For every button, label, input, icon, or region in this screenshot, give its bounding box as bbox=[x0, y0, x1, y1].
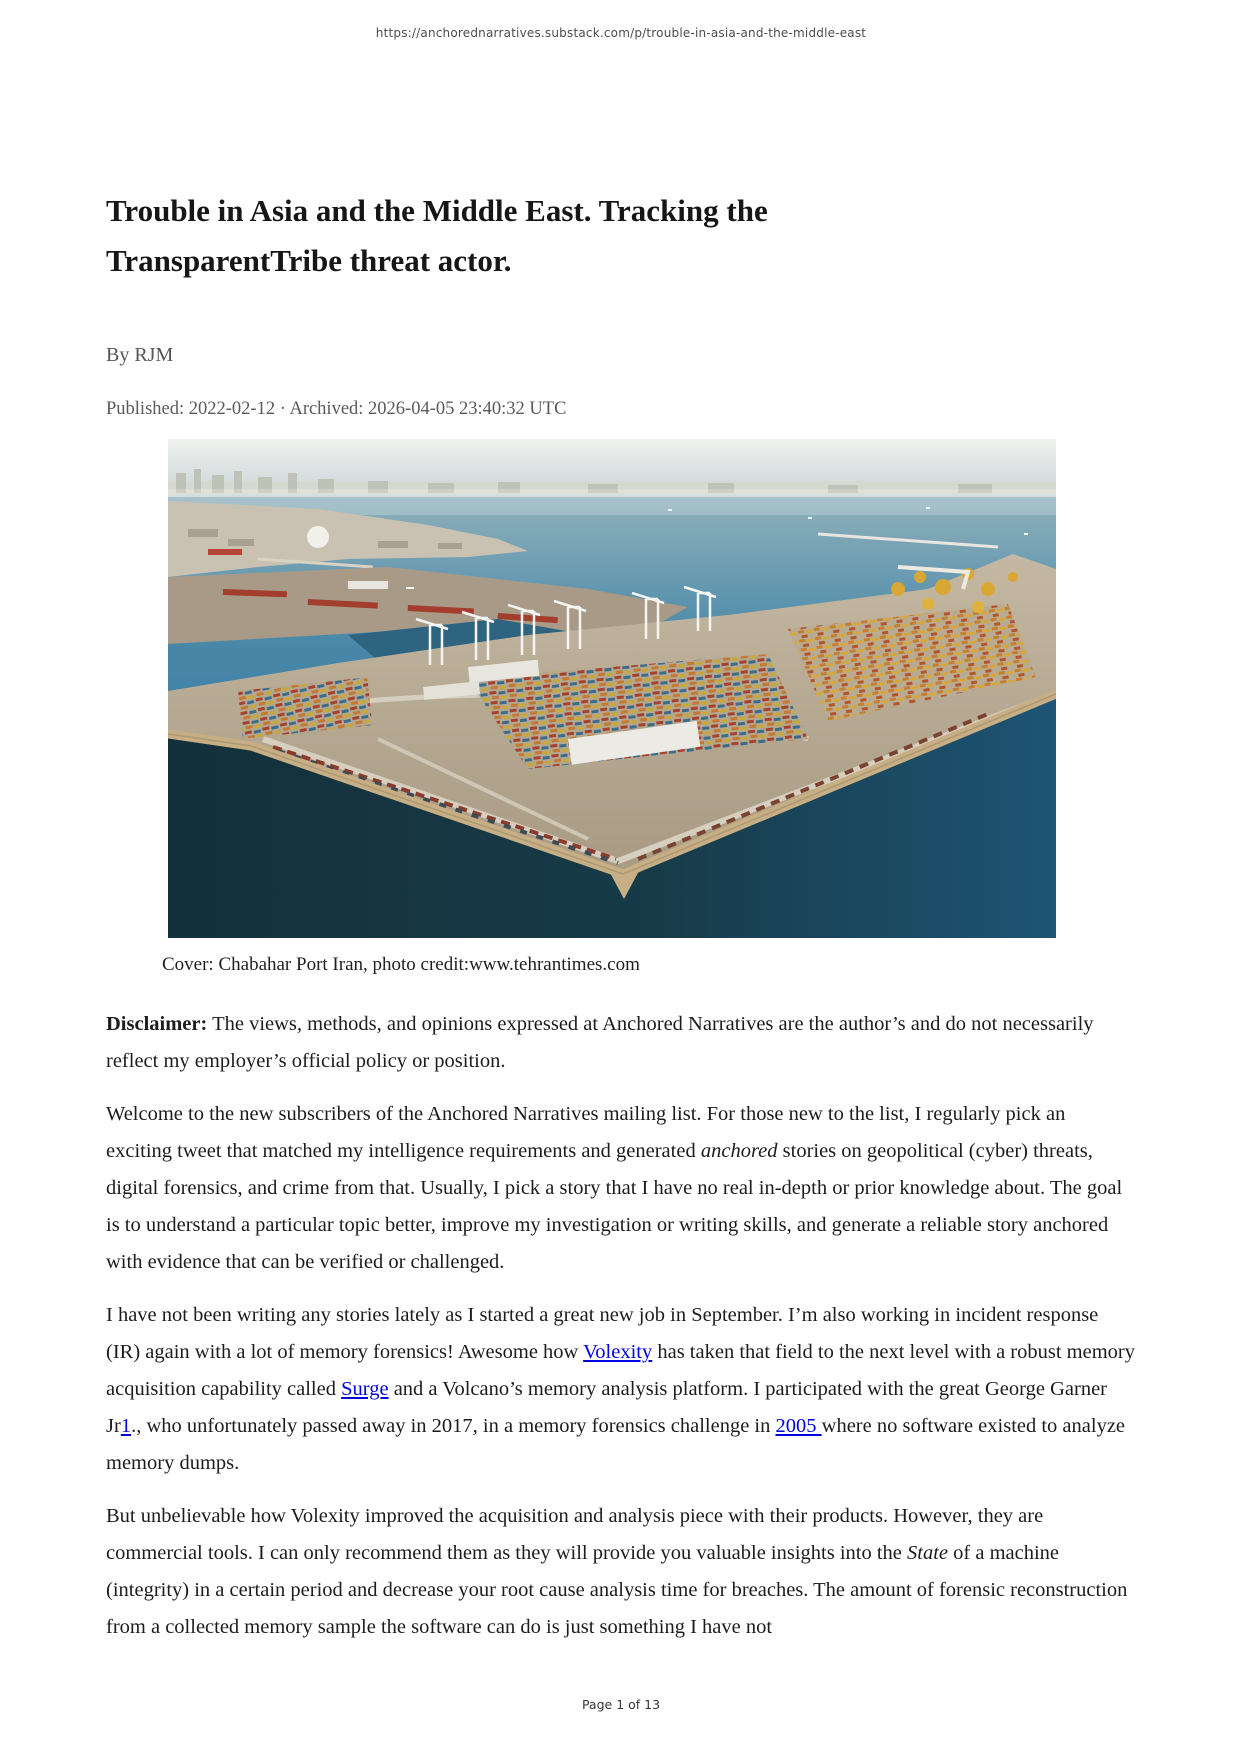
welcome-text-2: stories on geopolitical (cyber) threats, digital forensics, and crime from that. Usually, I pick a story that I have no real in-depth or prior knowledge about. The goal is to understand a particular topic better, improve my investigation or writing skills, and generate a reliable story anchored with evidence that can be verified or challenged. bbox=[106, 1140, 1123, 1273]
sky-and-skyline bbox=[168, 439, 1056, 515]
surge-link[interactable]: Surge bbox=[341, 1378, 389, 1400]
cover-figure bbox=[162, 439, 1056, 978]
page-title-line2: TransparentTribe threat actor. bbox=[106, 243, 512, 278]
paragraph-disclaimer bbox=[106, 1006, 1136, 1080]
challenge-2005-link[interactable]: 2005 bbox=[775, 1415, 822, 1437]
footnote-1-link[interactable]: 1 bbox=[120, 1415, 132, 1437]
published-line: Published: 2022-02-12 · Archived: 2026-04-05 23:40:32 UTC bbox=[106, 399, 567, 419]
state-italic: State bbox=[907, 1542, 949, 1564]
disclaimer-label: Disclaimer: bbox=[106, 1013, 208, 1035]
paragraph-welcome bbox=[106, 1096, 1136, 1281]
volexity-link[interactable]: Volexity bbox=[583, 1341, 653, 1363]
page-url: https://anchorednarratives.substack.com/p/trouble-in-asia-and-the-middle-east bbox=[375, 26, 867, 40]
forensics-text-5: where no software existed to analyze memory dumps. bbox=[106, 1415, 1126, 1474]
cover-caption: Cover: Chabahar Port Iran, photo credit:www.tehrantimes.com bbox=[162, 954, 640, 975]
page-title bbox=[106, 186, 1136, 286]
forensics-text-2: has taken that field to the next level with a robust memory acquisition capability called bbox=[106, 1341, 1135, 1400]
forensics-text-4: ., who unfortunately passed away in 2017, in a memory forensics challenge in bbox=[131, 1415, 776, 1437]
page-title-line1: Trouble in Asia and the Middle East. Tracking the bbox=[106, 193, 768, 228]
paragraph-volexity-tools bbox=[106, 1498, 1136, 1646]
forensics-text-1: I have not been writing any stories lately as I started a great new job in September. I’m also working in incident response (IR) again with a lot of memory forensics! Awesome how bbox=[106, 1304, 1099, 1363]
forensics-text-3: and a Volcano’s memory analysis platform. I participated with the great George Garner Jr bbox=[106, 1378, 1107, 1437]
tools-text-2: of a machine (integrity) in a certain period and decrease your root cause analysis time for breaches. The amount of forensic reconstruction from a collected memory sample the software can do is just something I have not bbox=[106, 1542, 1128, 1638]
disclaimer-text: The views, methods, and opinions expressed at Anchored Narratives are the author’s and do not necessarily reflect my employer’s official policy or position. bbox=[106, 1013, 1094, 1072]
page-indicator: Page 1 of 13 bbox=[581, 1697, 661, 1712]
welcome-anchored-italic: anchored bbox=[700, 1140, 778, 1162]
welcome-text-1: Welcome to the new subscribers of the Anchored Narratives mailing list. For those new to the list, I regularly pick an exciting tweet that matched my intelligence requirements and generated bbox=[106, 1103, 1066, 1162]
paragraph-memory-forensics bbox=[106, 1297, 1136, 1482]
byline: By RJM bbox=[106, 344, 174, 366]
article-body bbox=[106, 1006, 1136, 1646]
article bbox=[106, 186, 1136, 1646]
cover-image bbox=[168, 439, 1056, 938]
tools-text-1: But unbelievable how Volexity improved the acquisition and analysis piece with their products. However, they are commercial tools. I can only recommend them as they will provide you valuable insights into the bbox=[106, 1505, 1044, 1564]
